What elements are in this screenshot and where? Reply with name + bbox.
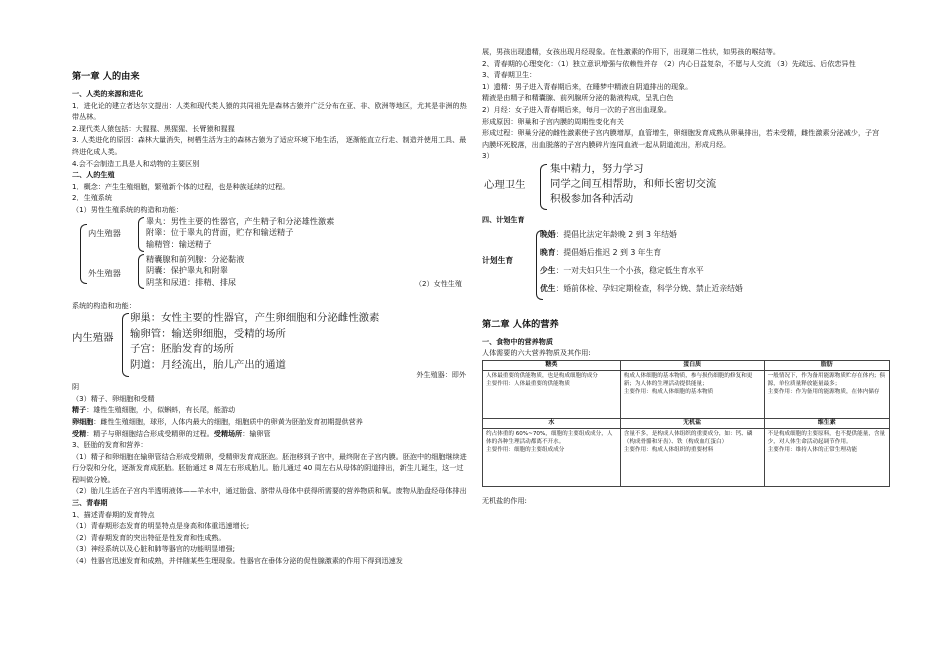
paragraph: （1）男性生殖系统的构造和功能： [72,204,183,214]
family-planning-diagram [482,226,886,304]
term: 精子 [72,405,87,415]
paragraph: 3、胚胎的发育和营养： [72,440,148,450]
paragraph: 3） [482,151,494,161]
mental-hygiene-item: 同学之间互相帮助，和师长密切交流 [550,177,717,190]
table-row [483,428,890,486]
term: 优生 [540,283,556,293]
paragraph: 精液是由精子和精囊腺、前列腺所分泌的黏液构成，呈乳白色 [482,93,674,103]
family-planning-label: 计划生育 [482,255,514,265]
definition: ：婚前体检、孕妇定期检查，科学分娩、禁止近亲结婚 [555,283,743,293]
paragraph: 1、描述青春期的发育特点 [72,509,155,519]
paragraph: 2．生殖系统 [72,193,112,203]
section-nutrients-title: 一、食物中的营养物质 [482,336,553,346]
paragraph: 1．概念：产生生殖细胞，繁殖新个体的过程，也是种族延续的过程。 [72,181,290,191]
term: 晚婚 [540,229,556,239]
definition: ：雄性生殖细胞，小，似蝌蚪，有长尾，能游动 [86,405,236,415]
table-header-cell: 维生素 [764,418,889,428]
mental-hygiene-item: 积极参加各种活动 [550,192,634,205]
table-cell: 不是构成细胞的主要原料，也不提供能量，含量少，对人体生命活动起调节作用。 主要作用：维持人体的正常生理功能 [764,428,889,486]
right-column [482,46,886,506]
list-item: （4）性器官迅速发育和成熟，并伴随某些生理现象。性器官在垂体分泌的促性腺激素的作用下得到迅速发 [72,556,403,566]
female-outer-note: 外生殖器：即外 [416,370,466,380]
fertilization-definition [72,428,468,440]
section-family-planning-title: 四、计划生育 [482,214,525,224]
paragraph: 3、青春期卫生： [482,70,537,80]
definition: ：提倡婚后推迟 2 到 3 年生育 [555,247,662,257]
mental-hygiene-diagram [482,162,886,214]
female-inner-item: 阴道：月经流出，胎儿产出的通道 [130,358,286,371]
egg-definition [72,416,468,428]
paragraph: 形成原因：卵巢和子宫内膜的周期性变化有关 [482,116,624,126]
female-inner-label: 内生殖器 [72,332,114,345]
term: 受精 [72,428,87,438]
term: 晚育 [540,247,556,257]
mental-hygiene-label: 心理卫生 [484,178,526,191]
paragraph: 展，男孩出现遗精，女孩出现月经现象。在性激素的作用下，出现第二性状，如男孩的喉结等。 [482,47,780,56]
paragraph: 系统的构造和功能： [72,300,136,310]
paragraph: 2.现代类人猿包括：大猩猩、黑猩猩、长臂猿和猩猩 [72,123,235,133]
left-column [72,70,468,567]
list-item: （2）青春期发育的突出特征是性发育和性成熟。 [72,532,226,542]
term: 少生 [540,265,556,275]
family-planning-item [540,226,743,244]
table-header-cell: 无机盐 [620,418,764,428]
paragraph: 无机盐的作用: [482,495,527,505]
table-header-row [483,418,890,428]
list-item: （3）神经系统以及心脏和肺等器官的功能明显增强; [72,544,235,554]
chapter-1-title: 第一章 人的由来 [72,71,140,82]
definition: ：输卵管 [242,428,271,438]
section-puberty-title: 三、青春期 [72,498,108,508]
table-cell: 人体最重要的供能物质，也是构成细胞的成分 主要作用：人体最重要的供能物质 [483,370,621,418]
definition: ：一对夫妇只生一个小孩，稳定低生育水平 [555,265,704,275]
paragraph: 2）月经：女子进入青春期后来，每月一次的子宫出血现象。 [482,104,671,114]
list-item: （1）青春期形态发育的明显特点是身高和体重迅速增长; [72,521,250,531]
paragraph: 3. 人类进化的原因：森林大量消失，树栖生活为主的森林古猿为了适应环境下地生活， 逐渐能直立行走、制造并使用工具、最终进化成人类。 [72,135,467,156]
definition: ：提倡比法定年龄晚 2 到 3 年结婚 [555,229,677,239]
male-outer-item: 精囊腺和前列腺：分泌黏液 [146,253,245,264]
male-outer-label: 外生殖器 [88,267,121,278]
table-cell: 一般情况下，作为备用能源物质贮存在体内；俱源，单位质量释放能量最多； 主要作用：作为备用的能源物质，在体内储存 [764,370,889,418]
table-header-row [483,360,890,370]
male-reproductive-diagram [72,216,468,300]
male-inner-label: 内生殖器 [88,227,121,238]
nutrients-table [482,360,890,487]
term: 受精场所 [213,428,243,438]
male-outer-item: 阴囊：保护睾丸和附睾 [146,265,228,276]
table-header-cell: 水 [483,418,621,428]
section-reproduction-title: 二、人的生殖 [72,170,115,180]
male-inner-item: 输精管：输送精子 [146,238,212,249]
paragraph: 阴 [72,382,80,392]
paragraph: 1．进化论的建立者达尔文提出：人类和现代类人猿的共同祖先是森林古猿并广泛分布在亚、非、欧洲等地区，尤其是非洲的热带丛林。 [72,100,467,122]
paragraph: （1）精子和卵细胞在输卵管结合形成受精卵，受精卵发育成胚泡。胚泡移到子宫中，最终附在子宫内膜。胚泡中的细胞继续进行分裂和分化，逐渐发育成胚胎。胚胎通过 8 周左右形成胎儿。胎儿通过 40 周左右从母体的阴道排出，新生儿诞生，这一过程叫做分娩。 [72,451,467,484]
male-inner-item: 附睾：位于睾丸的背面，贮存和输送精子 [146,227,294,238]
family-planning-item [540,280,743,298]
paragraph: （3）精子、卵细胞和受精 [72,393,155,403]
sperm-definition [72,404,468,416]
male-outer-item: 阴茎和尿道：排精、排尿 [146,276,237,287]
male-inner-item: 睾丸：男性主要的性器官，产生精子和分泌雄性激素 [146,215,335,226]
female-intro-tail: （2）女性生殖 [414,278,462,288]
female-inner-item: 子宫：胚胎发育的场所 [130,343,234,356]
table-header-cell: 糖类 [483,360,621,370]
family-planning-item [540,244,743,262]
section-origin-title: 一、人类的来源和进化 [72,89,143,98]
chapter-2-title: 第二章 人体的营养 [482,318,559,330]
paragraph: 4.会不会制造工具是人和动物的主要区别 [72,158,200,168]
female-inner-item: 输卵管：输送卵细胞，受精的场所 [130,327,286,340]
table-cell: 约占体重的 60%~70%，细胞的主要组成成分，人体的各种生理活动都离不开水。 主要作用：细胞的主要组成成分 [483,428,621,486]
term: 卵细胞 [72,416,94,426]
female-inner-item: 卵巢：女性主要的性器官，产生卵细胞和分泌雌性激素 [130,312,380,325]
female-reproductive-diagram [72,311,468,381]
mental-hygiene-item: 集中精力，努力学习 [550,162,644,175]
table-cell: 含量不多，是构成人体组织的重要成分，如：钙、磷（构成骨骼和牙齿）、铁（构成血红蛋白） 主要作用：构成人体组织的重要材料 [620,428,764,486]
paragraph: 2、青春期的心理变化：（1）独立意识增强与依赖性并存 （2）内心日益复杂，不愿与人交流 （3）先疏远、后依恋异性 [482,58,856,68]
table-row [483,370,890,418]
paragraph: 人体需要的六大营养物质及其作用: [482,348,591,358]
table-cell: 构成人体细胞的基本物质，参与损伤细胞的修复和更新；为人体的生理活动提供能量； 主要作用：构成人体细胞的基本物质 [620,370,764,418]
paragraph: （2）胎儿生活在子宫内半透明液体——羊水中，通过胎盘、脐带从母体中获得所需要的营养物质和氧。废物从胎盘经母体排出 [72,486,467,496]
family-planning-item [540,262,743,280]
paragraph: 形成过程：卵巢分泌的雌性激素使子宫内膜增厚，血管增生，卵细胞发育成熟从卵巢排出，若未受精，雌性激素分泌减少，子宫内膜坏死脱落，出血脱落的子宫内膜碎片连同血液一起从阴道流出，形成月经。 [482,128,880,149]
table-header-cell: 蛋白质 [620,360,764,370]
definition: ：雌性生殖细胞，球形，人体内最大的细胞，细胞质中的卵黄为胚胎发育初期提供营养 [93,416,363,426]
definition: ：精子与卵细胞结合形成受精卵的过程。 [86,428,214,438]
paragraph: 1）遗精：男子进入青春期后来，在睡梦中精液自阴道排出的现象。 [482,81,693,91]
table-header-cell: 脂肪 [764,360,889,370]
